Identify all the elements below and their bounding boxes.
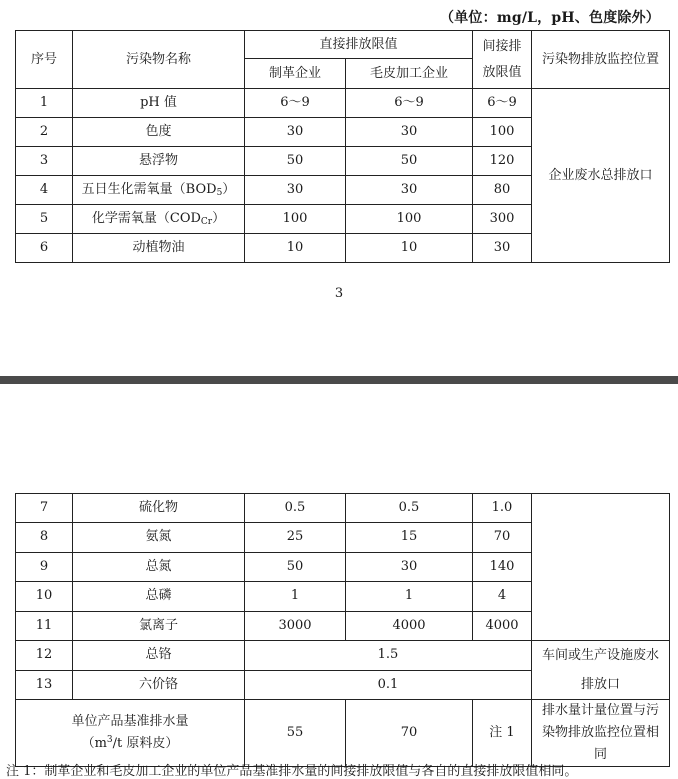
header-indirect-text: 间接排放限值	[482, 38, 522, 80]
pollutant-name: 五日生化需氧量$(BOD_5)$	[73, 176, 245, 205]
indirect-limit: 4000	[473, 611, 532, 641]
page-number: 3	[334, 286, 344, 301]
seq-cell: 13	[16, 670, 73, 700]
fur-limit: 50	[346, 147, 473, 176]
seq-cell: 3	[16, 147, 73, 176]
tanning-limit: 1	[245, 582, 346, 612]
pollutant-name: 悬浮物	[73, 147, 245, 176]
pollutant-name: 化学需氧量$(COD_{Cr})$	[73, 205, 245, 234]
seq-cell: 6	[16, 234, 73, 263]
baseline-location-text: 排水量计量位置与污染物排放监控位置相同	[541, 703, 659, 762]
tanning-limit: 30	[245, 118, 346, 147]
indirect-limit: 300	[473, 205, 532, 234]
limits-table-page2	[15, 493, 670, 767]
fur-limit: 1	[346, 582, 473, 612]
tanning-limit: 6～9	[245, 89, 346, 118]
fur-limit: 100	[346, 205, 473, 234]
seq-cell: 4	[16, 176, 73, 205]
fur-limit: 10	[346, 234, 473, 263]
seq-cell: 5	[16, 205, 73, 234]
chromium-limit: 1.5	[245, 641, 532, 671]
baseline-indirect: 注 1	[473, 700, 532, 767]
baseline-fur: 70	[346, 700, 473, 767]
seq-cell: 10	[16, 582, 73, 612]
header-pollutant: 污染物名称	[73, 31, 245, 89]
header-tanning: 制革企业	[245, 59, 346, 89]
fur-limit: 30	[346, 118, 473, 147]
seq-cell: 8	[16, 523, 73, 553]
baseline-name	[16, 700, 245, 767]
pollutant-name: 动植物油	[73, 234, 245, 263]
location-total-outlet: 企业废水总排放口	[532, 89, 670, 263]
header-fur: 毛皮加工企业	[346, 59, 473, 89]
indirect-limit: 30	[473, 234, 532, 263]
page-divider	[0, 376, 678, 384]
pollutant-name: 总铬	[73, 641, 245, 671]
indirect-limit: 1.0	[473, 494, 532, 523]
location-chromium-text: 车间或生产设施废水排放口	[541, 648, 659, 692]
baseline-name-line2: （$m^3/t$ 原料皮）	[81, 735, 179, 751]
footnote: 注 1：制革企业和毛皮加工企业的单位产品基准排水量的间接排放限值与各自的直接排放限值相同。	[6, 764, 578, 779]
limits-table-page1	[15, 30, 670, 263]
seq-cell: 9	[16, 552, 73, 582]
table-row	[16, 89, 670, 118]
pollutant-name: pH 值	[73, 89, 245, 118]
fur-limit: 15	[346, 523, 473, 553]
seq-cell: 12	[16, 641, 73, 671]
location-chromium	[532, 641, 670, 700]
pollutant-name: 总磷	[73, 582, 245, 612]
baseline-tanning: 55	[245, 700, 346, 767]
pollutant-name: 氯离子	[73, 611, 245, 641]
baseline-name-line1: 单位产品基准排水量	[71, 714, 189, 729]
indirect-limit: 140	[473, 552, 532, 582]
indirect-limit: 4	[473, 582, 532, 612]
indirect-limit: 120	[473, 147, 532, 176]
baseline-location	[532, 700, 670, 767]
tanning-limit: 100	[245, 205, 346, 234]
pollutant-name: 硫化物	[73, 494, 245, 523]
tanning-limit: 0.5	[245, 494, 346, 523]
pollutant-name: 色度	[73, 118, 245, 147]
tanning-limit: 25	[245, 523, 346, 553]
indirect-limit: 70	[473, 523, 532, 553]
indirect-limit: 100	[473, 118, 532, 147]
fur-limit: 4000	[346, 611, 473, 641]
indirect-limit: 80	[473, 176, 532, 205]
unit-note: （单位：mg/L，pH、色度除外）	[440, 10, 660, 26]
seq-cell: 2	[16, 118, 73, 147]
tanning-limit: 50	[245, 147, 346, 176]
fur-limit: 0.5	[346, 494, 473, 523]
seq-cell: 1	[16, 89, 73, 118]
fur-limit: 30	[346, 176, 473, 205]
table-row	[16, 494, 670, 523]
header-seq: 序号	[16, 31, 73, 89]
tanning-limit: 30	[245, 176, 346, 205]
seq-cell: 7	[16, 494, 73, 523]
tanning-limit: 10	[245, 234, 346, 263]
indirect-limit: 6～9	[473, 89, 532, 118]
pollutant-name: 六价铬	[73, 670, 245, 700]
pollutant-name: 氨氮	[73, 523, 245, 553]
fur-limit: 30	[346, 552, 473, 582]
seq-cell: 11	[16, 611, 73, 641]
hexavalent-limit: 0.1	[245, 670, 532, 700]
header-location: 污染物排放监控位置	[532, 31, 670, 89]
tanning-limit: 50	[245, 552, 346, 582]
pollutant-name: 总氮	[73, 552, 245, 582]
location-empty	[532, 494, 670, 641]
fur-limit: 6～9	[346, 89, 473, 118]
header-direct: 直接排放限值	[245, 31, 473, 59]
header-indirect	[473, 31, 532, 89]
tanning-limit: 3000	[245, 611, 346, 641]
